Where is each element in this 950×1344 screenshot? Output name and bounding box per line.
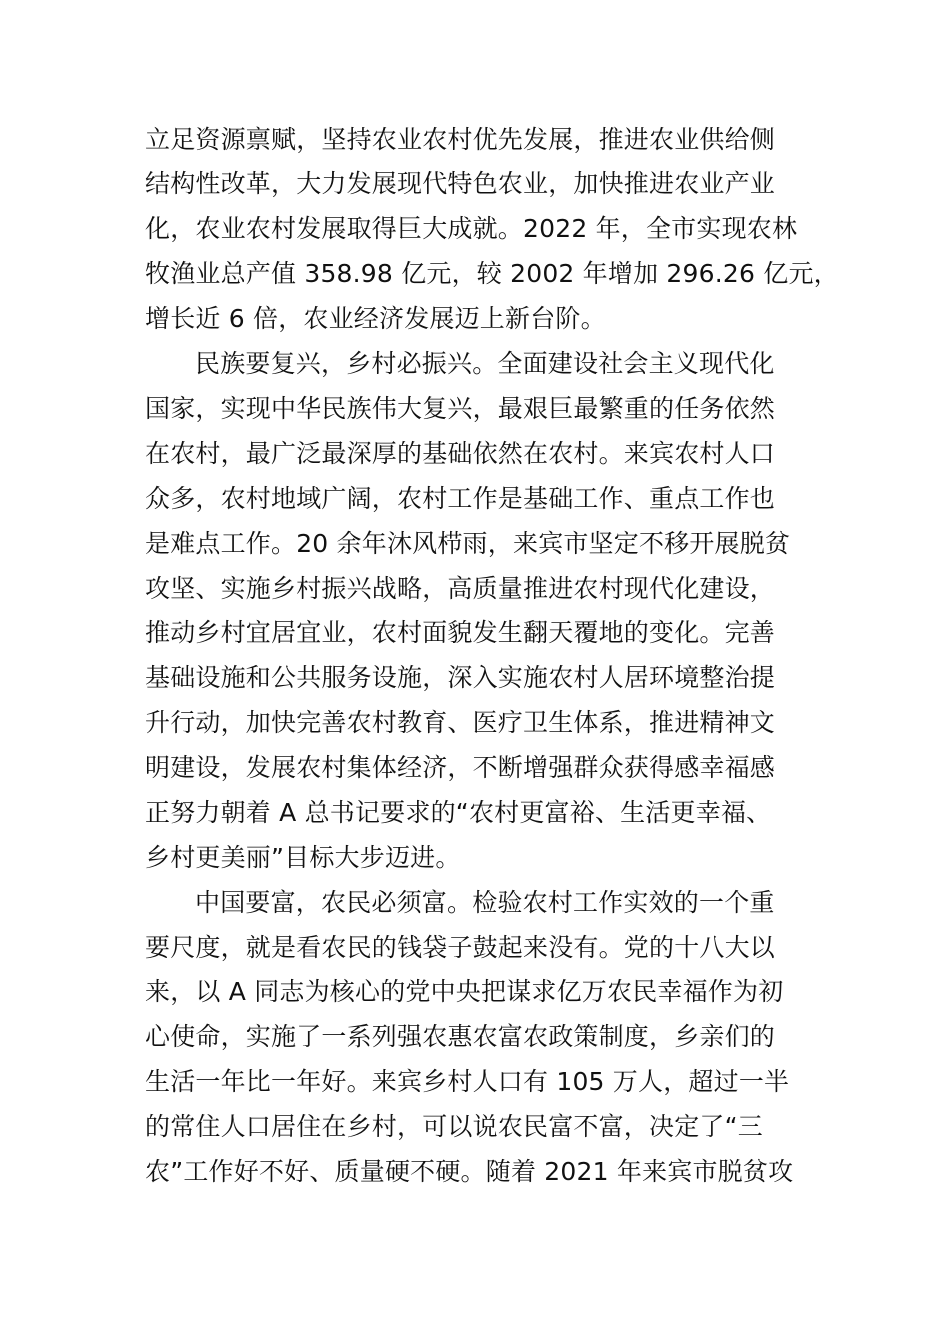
paragraph-first-line: 中国要富，农民必须富。检验农村工作实效的一个重 (195, 888, 775, 917)
text-line: 结构性改革，大力发展现代特色农业，加快推进农业产业 (145, 169, 776, 198)
text-line: 推动乡村宜居宜业，农村面貌发生翻天覆地的变化。完善 (145, 618, 776, 647)
text-line: 心使命，实施了一系列强农惠农富农政策制度，乡亲们的 (145, 1022, 776, 1051)
text-line: 来，以 A 同志为核心的党中央把谋求亿万农民幸福作为初 (145, 977, 784, 1006)
text-line: 明建设，发展农村集体经济，不断增强群众获得感幸福感 (145, 753, 776, 782)
text-line: 攻坚、实施乡村振兴战略，高质量推进农村现代化建设， (145, 574, 776, 603)
text-line: 立足资源禀赋，坚持农业农村优先发展，推进农业供给侧 (145, 125, 776, 154)
text-line: 国家，实现中华民族伟大复兴，最艰巨最繁重的任务依然 (145, 394, 776, 423)
text-line: 是难点工作。20 余年沐风栉雨，来宾市坚定不移开展脱贫 (145, 529, 791, 558)
text-line: 升行动，加快完善农村教育、医疗卫生体系，推进精神文 (145, 708, 776, 737)
text-line: 基础设施和公共服务设施，深入实施农村人居环境整治提 (145, 663, 776, 692)
text-line: 的常住人口居住在乡村，可以说农民富不富，决定了“三 (145, 1112, 763, 1141)
text-line: 在农村，最广泛最深厚的基础依然在农村。来宾农村人口 (145, 439, 776, 468)
text-line: 要尺度，就是看农民的钱袋子鼓起来没有。党的十八大以 (145, 933, 776, 962)
text-line: 众多，农村地域广阔，农村工作是基础工作、重点工作也 (145, 484, 776, 513)
text-line: 乡村更美丽”目标大步迈进。 (145, 843, 461, 872)
text-line: 增长近 6 倍，农业经济发展迈上新台阶。 (145, 304, 606, 333)
text-line: 农”工作好不好、质量硬不硬。随着 2021 年来宾市脱贫攻 (145, 1157, 794, 1186)
text-line: 化，农业农村发展取得巨大成就。2022 年，全市实现农林 (145, 214, 798, 243)
paragraph-first-line: 民族要复兴，乡村必振兴。全面建设社会主义现代化 (195, 349, 775, 378)
text-line: 正努力朝着 A 总书记要求的“农村更富裕、生活更幸福、 (145, 798, 772, 827)
text-line: 生活一年比一年好。来宾乡村人口有 105 万人，超过一半 (145, 1067, 790, 1096)
text-line: 牧渔业总产值 358.98 亿元，较 2002 年增加 296.26 亿元， (145, 259, 839, 288)
